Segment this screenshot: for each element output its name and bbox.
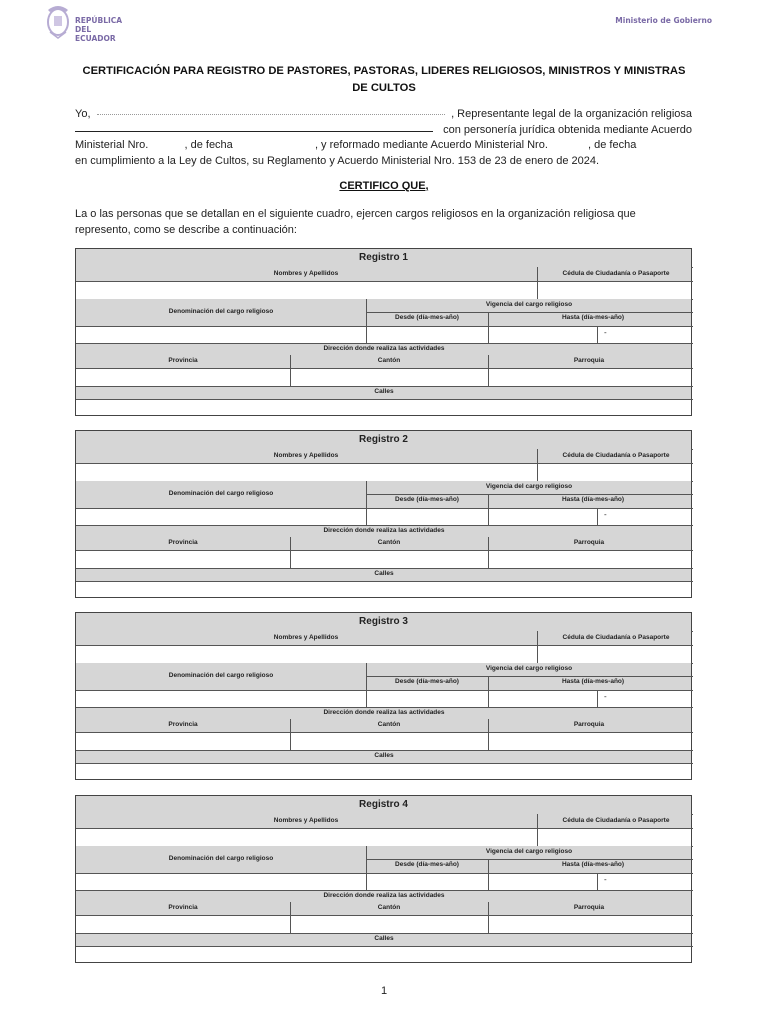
- parroquia-field[interactable]: [489, 551, 693, 568]
- registro-table: [75, 430, 692, 598]
- registro-title: Registro 3: [359, 616, 408, 627]
- coat-of-arms-icon: [44, 2, 72, 40]
- vigencia-label: Vigencia del cargo religioso: [485, 301, 573, 308]
- nombres-field[interactable]: [76, 464, 537, 481]
- hasta-field[interactable]: [489, 327, 693, 343]
- cedula-label: Cédula de Ciudadanía o Pasaporte: [562, 270, 670, 277]
- desde-label: Desde (día-mes-año): [395, 314, 459, 321]
- intro-line-4: en cumplimiento a la Ley de Cultos, su Reglamento y Acuerdo Ministerial Nro. 153 de 23 de enero de 2024.: [75, 154, 600, 167]
- calles-field[interactable]: [76, 400, 693, 416]
- cedula-label: Cédula de Ciudadanía o Pasaporte: [562, 452, 670, 459]
- nombres-field[interactable]: [76, 646, 537, 663]
- intro-personeria: con personería jurídica obtenida mediante Acuerdo: [443, 123, 692, 136]
- cargo-field[interactable]: [76, 691, 366, 707]
- direccion-label: Dirección donde realiza las actividades: [323, 345, 445, 352]
- vigencia-label: Vigencia del cargo religioso: [485, 483, 573, 490]
- vigencia-label: Vigencia del cargo religioso: [485, 848, 573, 855]
- canton-label: Cantón: [377, 539, 401, 546]
- name-blank[interactable]: [97, 107, 446, 115]
- hasta-label: Hasta (día-mes-año): [561, 861, 625, 868]
- cedula-label: Cédula de Ciudadanía o Pasaporte: [562, 634, 670, 641]
- denominacion-label: Denominación del cargo religioso: [168, 855, 274, 862]
- intro-paragraph: [75, 107, 692, 169]
- provincia-label: Provincia: [168, 539, 198, 546]
- calles-label: Calles: [374, 752, 394, 759]
- desde-field[interactable]: [367, 874, 488, 890]
- denominacion-label: Denominación del cargo religioso: [168, 490, 274, 497]
- hasta-dash: -: [604, 692, 607, 701]
- denominacion-label: Denominación del cargo religioso: [168, 672, 274, 679]
- cargo-field[interactable]: [76, 509, 366, 525]
- direccion-label: Dirección donde realiza las actividades: [323, 709, 445, 716]
- parroquia-label: Parroquia: [573, 357, 605, 364]
- nombres-label: Nombres y Apellidos: [273, 634, 339, 641]
- description-paragraph: La o las personas que se detallan en el siguiente cuadro, ejercen cargos religiosos en la organización religiosa que represento, como se describe a continuación:: [75, 208, 636, 236]
- intro-line-1: [75, 107, 692, 123]
- provincia-field[interactable]: [76, 733, 290, 750]
- hasta-label: Hasta (día-mes-año): [561, 314, 625, 321]
- desde-field[interactable]: [367, 691, 488, 707]
- desde-field[interactable]: [367, 509, 488, 525]
- canton-field[interactable]: [291, 551, 488, 568]
- intro-reformado: , y reformado mediante Acuerdo Ministerial Nro.: [314, 139, 548, 151]
- logo-line-1: REPÚBLICA: [75, 16, 123, 25]
- provincia-field[interactable]: [76, 551, 290, 568]
- calles-label: Calles: [374, 570, 394, 577]
- provincia-label: Provincia: [168, 721, 198, 728]
- page-number: 1: [380, 985, 388, 997]
- canton-field[interactable]: [291, 916, 488, 933]
- provincia-label: Provincia: [168, 357, 198, 364]
- registro-title: Registro 1: [359, 252, 408, 263]
- intro-yo: Yo,: [75, 108, 91, 120]
- hasta-dash: -: [604, 510, 607, 519]
- hasta-label: Hasta (día-mes-año): [561, 496, 625, 503]
- cargo-field[interactable]: [76, 327, 366, 343]
- calles-field[interactable]: [76, 764, 693, 780]
- desde-field[interactable]: [367, 327, 488, 343]
- registro-table: [75, 612, 692, 780]
- nombres-field[interactable]: [76, 829, 537, 846]
- cedula-field[interactable]: [538, 646, 693, 663]
- ministry-name: Ministerio de Gobierno: [615, 16, 712, 25]
- intro-de-fecha-2: , de fecha: [588, 139, 637, 151]
- nombres-label: Nombres y Apellidos: [273, 452, 339, 459]
- registro-title: Registro 4: [359, 799, 408, 810]
- canton-label: Cantón: [377, 904, 401, 911]
- parroquia-label: Parroquia: [573, 904, 605, 911]
- parroquia-field[interactable]: [489, 733, 693, 750]
- intro-acuerdo-nro: Ministerial Nro.: [75, 139, 149, 151]
- hasta-dash: -: [604, 328, 607, 337]
- canton-field[interactable]: [291, 733, 488, 750]
- cedula-field[interactable]: [538, 829, 693, 846]
- calles-field[interactable]: [76, 947, 693, 963]
- intro-line-2: [75, 123, 692, 139]
- cedula-label: Cédula de Ciudadanía o Pasaporte: [562, 817, 670, 824]
- hasta-field[interactable]: [489, 691, 693, 707]
- hasta-field[interactable]: [489, 509, 693, 525]
- calles-field[interactable]: [76, 582, 693, 598]
- logo-text: [75, 16, 134, 43]
- registro-title: Registro 2: [359, 434, 408, 445]
- desde-label: Desde (día-mes-año): [395, 861, 459, 868]
- nombres-label: Nombres y Apellidos: [273, 270, 339, 277]
- cargo-field[interactable]: [76, 874, 366, 890]
- organization-blank[interactable]: [75, 123, 433, 132]
- direccion-label: Dirección donde realiza las actividades: [323, 527, 445, 534]
- hasta-label: Hasta (día-mes-año): [561, 678, 625, 685]
- parroquia-label: Parroquia: [573, 721, 605, 728]
- canton-label: Cantón: [377, 721, 401, 728]
- parroquia-label: Parroquia: [573, 539, 605, 546]
- ecuador-logo: [44, 2, 134, 42]
- page-header: [0, 0, 768, 44]
- direccion-label: Dirección donde realiza las actividades: [323, 892, 445, 899]
- intro-representante: , Representante legal de la organización religiosa: [451, 108, 692, 120]
- parroquia-field[interactable]: [489, 916, 693, 933]
- cedula-field[interactable]: [538, 464, 693, 481]
- calles-label: Calles: [374, 935, 394, 942]
- nombres-label: Nombres y Apellidos: [273, 817, 339, 824]
- vigencia-label: Vigencia del cargo religioso: [485, 665, 573, 672]
- hasta-dash: -: [604, 875, 607, 884]
- provincia-label: Provincia: [168, 904, 198, 911]
- intro-de-fecha: , de fecha: [184, 139, 233, 151]
- document-title: CERTIFICACIÓN PARA REGISTRO DE PASTORES, PASTORAS, LIDERES RELIGIOSOS, MINISTROS Y MINISTRAS DE CULTOS: [82, 65, 686, 94]
- cedula-field[interactable]: [538, 282, 693, 299]
- calles-label: Calles: [374, 388, 394, 395]
- nombres-field[interactable]: [76, 282, 537, 299]
- desde-label: Desde (día-mes-año): [395, 678, 459, 685]
- parroquia-field[interactable]: [489, 369, 693, 386]
- provincia-field[interactable]: [76, 369, 290, 386]
- hasta-field[interactable]: [489, 874, 693, 890]
- logo-line-2: DEL ECUADOR: [75, 25, 116, 43]
- registro-table: [75, 795, 692, 963]
- provincia-field[interactable]: [76, 916, 290, 933]
- intro-line-3: [75, 138, 692, 154]
- canton-label: Cantón: [377, 357, 401, 364]
- canton-field[interactable]: [291, 369, 488, 386]
- denominacion-label: Denominación del cargo religioso: [168, 308, 274, 315]
- desde-label: Desde (día-mes-año): [395, 496, 459, 503]
- registro-table: [75, 248, 692, 416]
- certifico-heading: CERTIFICO QUE,: [339, 180, 429, 192]
